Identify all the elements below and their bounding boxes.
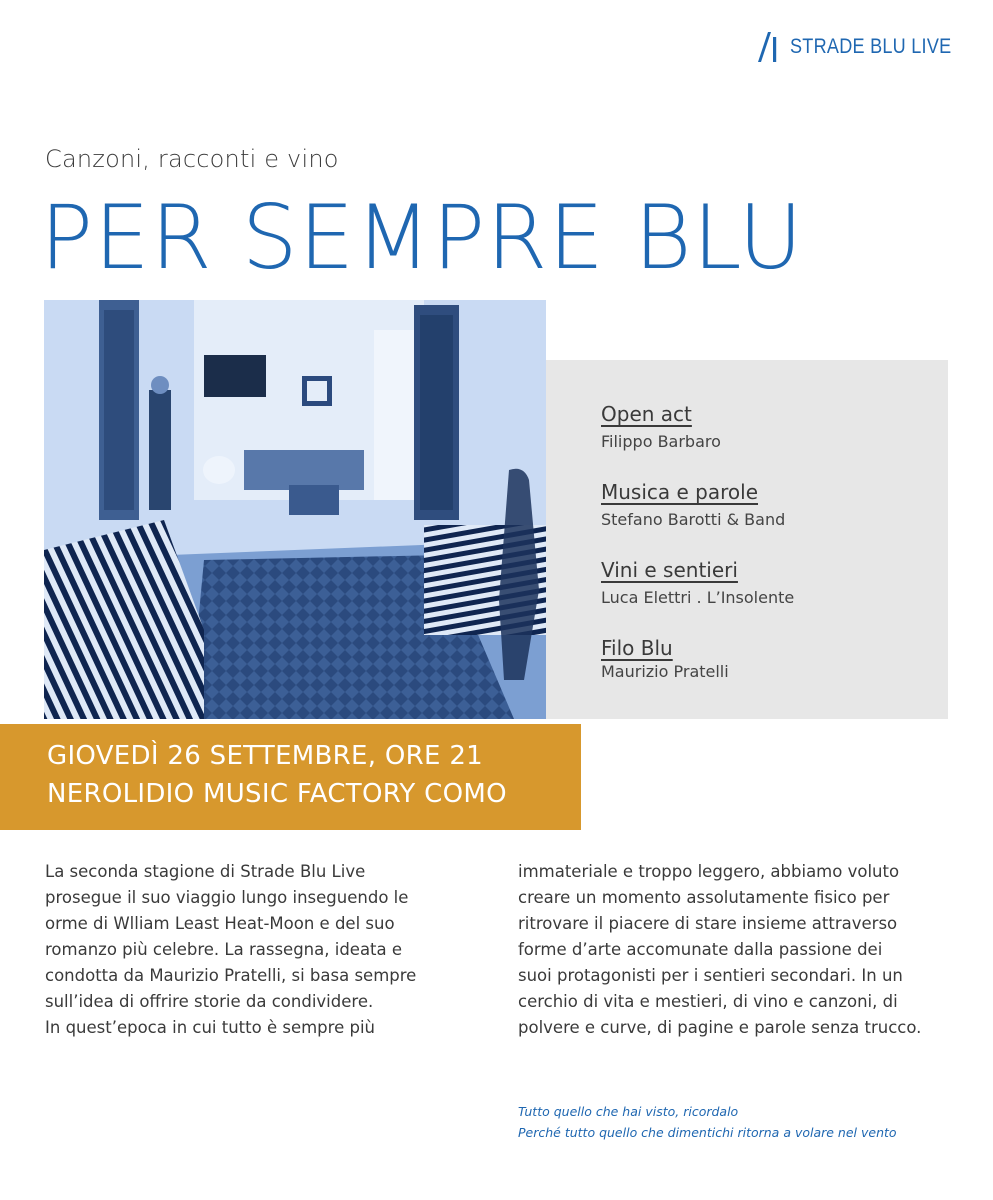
program-performer: Maurizio Pratelli bbox=[601, 662, 729, 681]
event-title-text: PER SEMPRE BLU bbox=[40, 186, 804, 289]
body-line: sull’idea di offrire storie da condividere. bbox=[45, 992, 374, 1011]
body-line: ritrovare il piacere di stare insieme attraverso bbox=[518, 914, 898, 933]
program-heading: Filo Blu bbox=[601, 636, 673, 660]
event-title bbox=[40, 188, 804, 288]
body-column-left bbox=[45, 859, 475, 1041]
body-line: La seconda stagione di Strade Blu Live bbox=[45, 862, 366, 881]
program-heading: Vini e sentieri bbox=[601, 558, 738, 582]
program-heading: Open act bbox=[601, 402, 692, 426]
event-date: GIOVEDÌ 26 SETTEMBRE, ORE 21 bbox=[47, 741, 484, 771]
body-line: suoi protagonisti per i sentieri secondari. In un bbox=[518, 966, 903, 985]
program-item-vini bbox=[601, 558, 794, 607]
body-line: prosegue il suo viaggio lungo inseguendo le bbox=[45, 888, 409, 907]
program-item-open-act bbox=[601, 402, 721, 451]
program-performer: Filippo Barbaro bbox=[601, 432, 721, 451]
body-line: In quest’epoca in cui tutto è sempre più bbox=[45, 1018, 375, 1037]
event-subtitle: Canzoni, racconti e vino bbox=[45, 145, 339, 173]
program-performer: Luca Elettri . L’Insolente bbox=[601, 588, 795, 607]
closing-quote bbox=[518, 1101, 897, 1143]
living-room-photo bbox=[44, 300, 546, 719]
quote-line: Perché tutto quello che dimentichi ritorna a volare nel vento bbox=[518, 1125, 897, 1140]
body-line: condotta da Maurizio Pratelli, si basa sempre bbox=[45, 966, 417, 985]
living-room-photo-icon bbox=[44, 300, 546, 719]
program-item-musica bbox=[601, 480, 785, 529]
event-date-band bbox=[0, 724, 581, 830]
body-line: immateriale e troppo leggero, abbiamo voluto bbox=[518, 862, 900, 881]
body-line: orme di Wlliam Least Heat-Moon e del suo bbox=[45, 914, 395, 933]
program-item-filo-blu bbox=[601, 636, 729, 681]
program-heading: Musica e parole bbox=[601, 480, 759, 504]
body-line: forme d’arte accomunate dalla passione dei bbox=[518, 940, 883, 959]
body-line: romanzo più celebre. La rassegna, ideata e bbox=[45, 940, 403, 959]
quote-line: Tutto quello che hai visto, ricordalo bbox=[518, 1104, 739, 1119]
body-column-right bbox=[518, 859, 948, 1041]
logo-mark-icon bbox=[756, 31, 782, 63]
body-line: polvere e curve, di pagine e parole senza trucco. bbox=[518, 1018, 922, 1037]
event-venue: NEROLIDIO MUSIC FACTORY COMO bbox=[47, 779, 507, 809]
program-performer: Stefano Barotti & Band bbox=[601, 510, 786, 529]
body-line: cerchio di vita e mestieri, di vino e canzoni, di bbox=[518, 992, 898, 1011]
brand-name: STRADE BLU LIVE bbox=[790, 35, 952, 58]
body-line: creare un momento assolutamente fisico per bbox=[518, 888, 890, 907]
brand-logo bbox=[756, 30, 978, 64]
